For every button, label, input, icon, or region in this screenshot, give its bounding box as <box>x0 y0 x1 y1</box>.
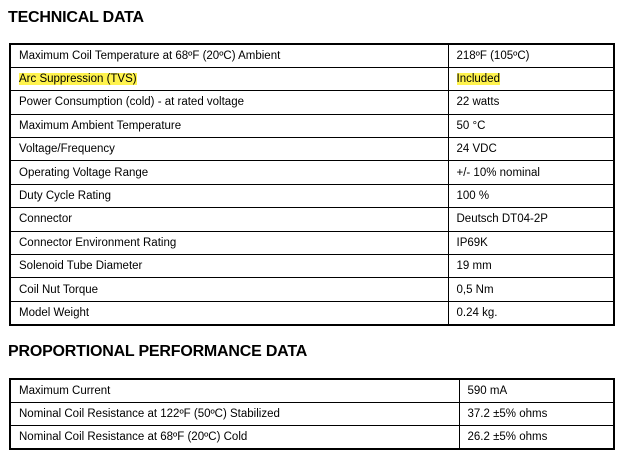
row-label: Maximum Current <box>19 384 111 397</box>
row-value: 100 % <box>456 190 490 203</box>
proportional-performance-table <box>9 378 615 450</box>
row-label: Connector Environment Rating <box>19 236 177 249</box>
table-row <box>10 161 614 184</box>
row-value: Deutsch DT04-2P <box>456 213 548 226</box>
row-label: Coil Nut Torque <box>19 283 99 296</box>
table-row <box>10 44 614 67</box>
row-value-highlighted: Included <box>456 73 500 86</box>
row-label-highlighted: Arc Suppression (TVS) <box>19 73 137 86</box>
row-label: Power Consumption (cold) - at rated voltage <box>19 96 244 109</box>
row-value: 26.2 ±5% ohms <box>467 431 548 444</box>
table-row <box>10 67 614 90</box>
row-label: Model Weight <box>19 306 90 319</box>
row-label: Connector <box>19 213 73 226</box>
row-value: 19 mm <box>456 260 492 273</box>
row-value: 22 watts <box>456 96 500 109</box>
row-label: Operating Voltage Range <box>19 166 149 179</box>
row-label: Maximum Coil Temperature at 68ºF (20ºC) Ambient <box>19 49 281 62</box>
table-row <box>10 255 614 278</box>
table-row <box>10 426 614 449</box>
table-row <box>10 114 614 137</box>
table-row <box>10 402 614 425</box>
table-row <box>10 91 614 114</box>
technical-data-heading: TECHNICAL DATA <box>8 9 144 26</box>
row-label: Duty Cycle Rating <box>19 190 112 203</box>
row-value: 218ºF (105ºC) <box>456 49 530 62</box>
row-label: Voltage/Frequency <box>19 143 115 156</box>
row-value: 24 VDC <box>456 143 497 156</box>
table-row <box>10 278 614 301</box>
row-value: 0,5 Nm <box>456 283 494 296</box>
row-label: Nominal Coil Resistance at 68ºF (20ºC) Cold <box>19 431 248 444</box>
row-label: Solenoid Tube Diameter <box>19 260 143 273</box>
row-value: 0.24 kg. <box>456 306 498 319</box>
table-row <box>10 379 614 402</box>
table-row <box>10 208 614 231</box>
row-label: Nominal Coil Resistance at 122ºF (50ºC) Stabilized <box>19 408 280 421</box>
table-row <box>10 184 614 207</box>
row-value: 590 mA <box>467 384 508 397</box>
row-label: Maximum Ambient Temperature <box>19 119 182 132</box>
technical-data-table <box>9 43 615 326</box>
row-value: IP69K <box>456 236 488 249</box>
proportional-performance-heading: PROPORTIONAL PERFORMANCE DATA <box>8 343 308 360</box>
table-row <box>10 138 614 161</box>
table-row <box>10 231 614 254</box>
row-value: 37.2 ±5% ohms <box>467 408 548 421</box>
table-row <box>10 301 614 324</box>
row-value: +/- 10% nominal <box>456 166 540 179</box>
row-value: 50 °C <box>456 119 486 132</box>
